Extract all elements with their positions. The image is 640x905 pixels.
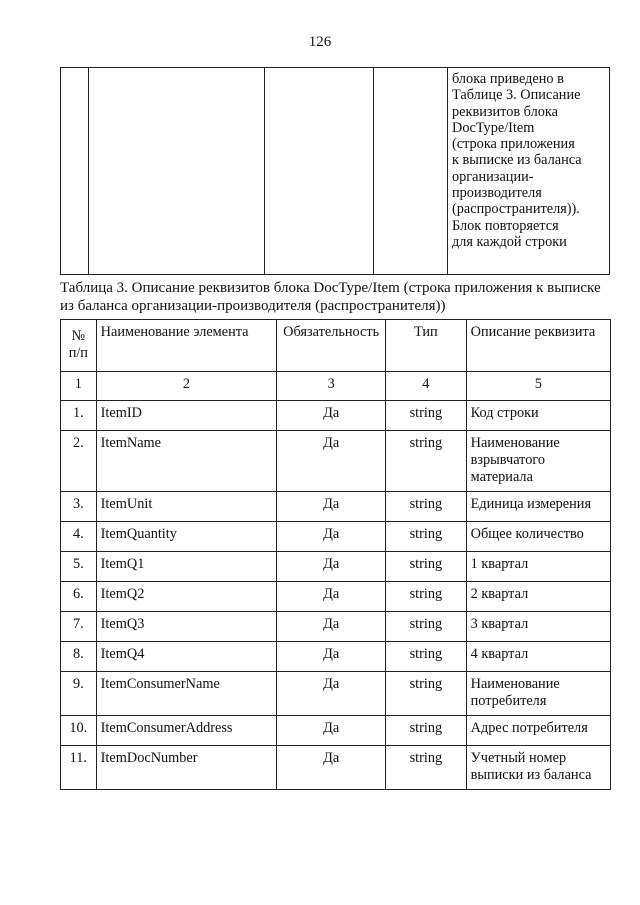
continuation-line: блока приведено в bbox=[452, 71, 564, 87]
description-line: выписки из баланса bbox=[470, 767, 592, 783]
table-row bbox=[61, 552, 611, 582]
cell-num: 6. bbox=[61, 582, 97, 612]
continuation-cell-description bbox=[448, 68, 610, 275]
cell-required: Да bbox=[277, 612, 386, 642]
cell-num: 10. bbox=[61, 716, 97, 746]
cell-name: ItemConsumerName bbox=[96, 672, 277, 716]
cell-num: 8. bbox=[61, 642, 97, 672]
cell-num: 7. bbox=[61, 612, 97, 642]
table-row bbox=[61, 492, 611, 522]
cell-description bbox=[466, 716, 610, 746]
continuation-table bbox=[60, 67, 610, 275]
cell-name: ItemConsumerAddress bbox=[96, 716, 277, 746]
cell-required: Да bbox=[277, 431, 386, 492]
cell-description bbox=[466, 431, 610, 492]
description-line: 3 квартал bbox=[470, 616, 529, 632]
continuation-cell-num bbox=[61, 68, 89, 275]
cell-description bbox=[466, 582, 610, 612]
cell-name: ItemName bbox=[96, 431, 277, 492]
caption-line: Таблица 3. Описание реквизитов блока DocType/Item (строка приложения к выписке bbox=[60, 280, 601, 296]
item-requisites-table bbox=[60, 319, 611, 790]
continuation-line: производителя bbox=[452, 185, 542, 202]
cell-type: string bbox=[386, 522, 467, 552]
page-number: 126 bbox=[308, 34, 332, 50]
cell-type: string bbox=[386, 401, 467, 431]
header-num-line: п/п bbox=[68, 345, 88, 361]
column-index-cell: 2 bbox=[96, 372, 277, 401]
cell-description bbox=[466, 746, 610, 790]
continuation-line: для каждой строки bbox=[452, 233, 567, 250]
cell-type: string bbox=[386, 672, 467, 716]
description-line: Единица измерения bbox=[470, 496, 592, 512]
cell-name: ItemUnit bbox=[96, 492, 277, 522]
continuation-cell-type bbox=[374, 68, 448, 275]
cell-type: string bbox=[386, 746, 467, 790]
column-index-cell: 1 bbox=[61, 372, 97, 401]
header-name: Наименование элемента bbox=[96, 320, 277, 372]
cell-name: ItemDocNumber bbox=[96, 746, 277, 790]
column-index-cell: 5 bbox=[466, 372, 610, 401]
table-caption bbox=[60, 279, 620, 315]
cell-name: ItemID bbox=[96, 401, 277, 431]
cell-name: ItemQ2 bbox=[96, 582, 277, 612]
table-row bbox=[61, 401, 611, 431]
cell-type: string bbox=[386, 552, 467, 582]
continuation-cell-name bbox=[89, 68, 265, 275]
cell-num: 3. bbox=[61, 492, 97, 522]
continuation-line: (строка приложения bbox=[452, 136, 575, 153]
cell-num: 2. bbox=[61, 431, 97, 492]
table-row bbox=[61, 716, 611, 746]
description-line: 4 квартал bbox=[470, 646, 529, 662]
header-type: Тип bbox=[386, 320, 467, 372]
cell-required: Да bbox=[277, 642, 386, 672]
cell-num: 11. bbox=[61, 746, 97, 790]
cell-type: string bbox=[386, 431, 467, 492]
cell-required: Да bbox=[277, 582, 386, 612]
cell-type: string bbox=[386, 582, 467, 612]
continuation-line: DocType/Item bbox=[452, 119, 535, 136]
header-description: Описание реквизита bbox=[466, 320, 610, 372]
continuation-line: к выписке из баланса bbox=[452, 152, 582, 169]
description-line: Код строки bbox=[470, 405, 539, 421]
continuation-line: реквизитов блока bbox=[452, 103, 558, 120]
header-required: Обязательность bbox=[277, 320, 386, 372]
description-line: Общее количество bbox=[470, 526, 584, 542]
continuation-line: организации- bbox=[452, 168, 534, 185]
description-line: материала bbox=[470, 469, 533, 485]
cell-description bbox=[466, 672, 610, 716]
cell-name: ItemQuantity bbox=[96, 522, 277, 552]
cell-name: ItemQ1 bbox=[96, 552, 277, 582]
cell-description bbox=[466, 492, 610, 522]
description-line: Наименование bbox=[470, 676, 560, 692]
table-row bbox=[61, 582, 611, 612]
description-line: Адрес потребителя bbox=[470, 720, 588, 736]
cell-type: string bbox=[386, 492, 467, 522]
column-index-cell: 3 bbox=[277, 372, 386, 401]
cell-required: Да bbox=[277, 522, 386, 552]
cell-required: Да bbox=[277, 716, 386, 746]
header-num-line: № bbox=[71, 328, 86, 344]
description-line: потребителя bbox=[470, 693, 547, 709]
cell-num: 1. bbox=[61, 401, 97, 431]
table-header-row bbox=[61, 320, 611, 372]
description-line: 2 квартал bbox=[470, 586, 529, 602]
cell-description bbox=[466, 522, 610, 552]
header-num bbox=[61, 320, 97, 372]
caption-line: из баланса организации-производителя (распространителя)) bbox=[60, 298, 446, 314]
continuation-line: Блок повторяется bbox=[452, 217, 559, 234]
cell-description bbox=[466, 401, 610, 431]
table-row bbox=[61, 522, 611, 552]
cell-num: 5. bbox=[61, 552, 97, 582]
cell-required: Да bbox=[277, 492, 386, 522]
cell-num: 4. bbox=[61, 522, 97, 552]
description-line: Наименование bbox=[470, 435, 560, 451]
cell-description bbox=[466, 612, 610, 642]
cell-required: Да bbox=[277, 401, 386, 431]
cell-required: Да bbox=[277, 552, 386, 582]
cell-required: Да bbox=[277, 746, 386, 790]
column-index-cell: 4 bbox=[386, 372, 467, 401]
cell-required: Да bbox=[277, 672, 386, 716]
description-line: взрывчатого bbox=[470, 452, 546, 468]
table-row bbox=[61, 431, 611, 492]
table-row bbox=[61, 672, 611, 716]
cell-type: string bbox=[386, 612, 467, 642]
description-line: 1 квартал bbox=[470, 556, 529, 572]
cell-name: ItemQ3 bbox=[96, 612, 277, 642]
table-row bbox=[61, 612, 611, 642]
table-row bbox=[61, 746, 611, 790]
cell-num: 9. bbox=[61, 672, 97, 716]
cell-type: string bbox=[386, 642, 467, 672]
continuation-line: Таблице 3. Описание bbox=[452, 87, 581, 104]
cell-description bbox=[466, 552, 610, 582]
cell-name: ItemQ4 bbox=[96, 642, 277, 672]
continuation-line: (распространителя)). bbox=[452, 201, 580, 218]
continuation-cell-required bbox=[265, 68, 374, 275]
description-line: Учетный номер bbox=[470, 750, 567, 766]
cell-description bbox=[466, 642, 610, 672]
table-row bbox=[61, 642, 611, 672]
column-index-row bbox=[61, 372, 611, 401]
cell-type: string bbox=[386, 716, 467, 746]
continuation-row bbox=[61, 68, 610, 275]
